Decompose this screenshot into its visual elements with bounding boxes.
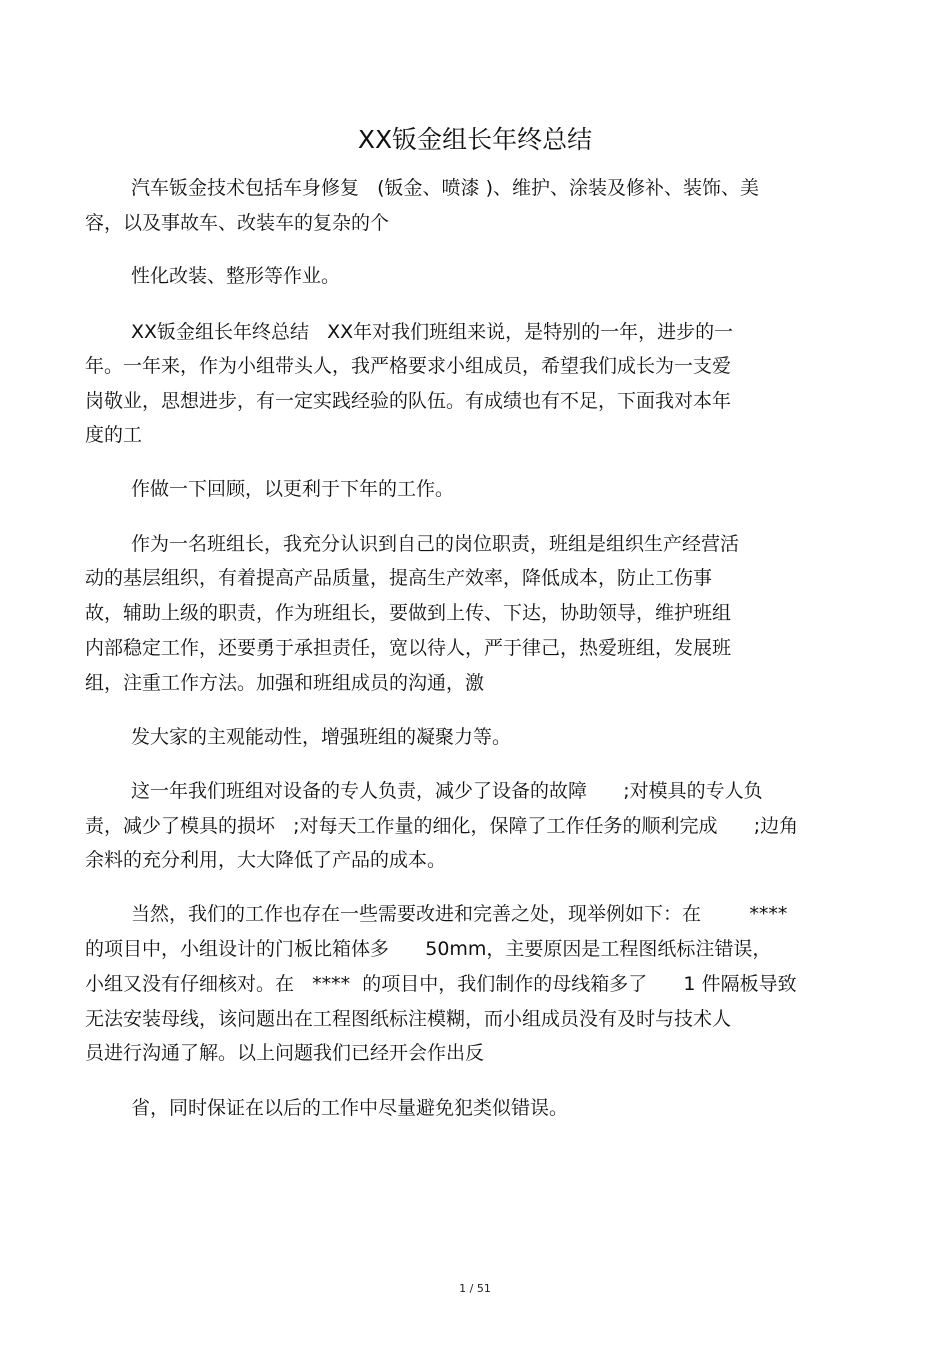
paragraph-line: 的项目中，小组设计的门板比箱体多 50mm，主要原因是工程图纸标注错误， (85, 938, 772, 960)
paragraph-line: 责，减少了模具的损坏 ;对每天工作量的细化，保障了工作任务的顺利完成 ;边角 (85, 815, 799, 837)
paragraph-line: 性化改装、整形等作业。 (131, 265, 341, 287)
paragraph-line: 小组又没有仔细核对。在 **** 的项目中，我们制作的母线箱多了 1 件隔板导致 (85, 973, 797, 995)
paragraph-line: 内部稳定工作，还要勇于承担责任，宽以待人，严于律己，热爱班组，发展班 (85, 637, 732, 659)
paragraph-line: 这一年我们班组对设备的专人负责，减少了设备的故障 ;对模具的专人负 (131, 780, 763, 802)
paragraph-line: 岗敬业，思想进步，有一定实践经验的队伍。有成绩也有不足，下面我对本年 (85, 390, 732, 412)
paragraph-line: 员进行沟通了解。以上问题我们已经开会作出反 (85, 1042, 485, 1064)
paragraph-line: 组，注重工作方法。加强和班组成员的沟通，激 (85, 672, 485, 694)
page-number: 1 / 51 (459, 1282, 491, 1295)
paragraph-line: 作为一名班组长，我充分认识到自己的岗位职责，班组是组织生产经营活 (131, 533, 740, 555)
document-title: XX钣金组长年终总结 (357, 125, 593, 154)
paragraph-line: 省，同时保证在以后的工作中尽量避免犯类似错误。 (131, 1097, 569, 1119)
paragraph-line: XX钣金组长年终总结 XX年对我们班组来说，是特别的一年，进步的一 (131, 321, 734, 343)
paragraph-line: 当然，我们的工作也存在一些需要改进和完善之处，现举例如下：在 **** (131, 903, 788, 925)
paragraph-line: 余料的充分利用，大大降低了产品的成本。 (85, 849, 447, 871)
paragraph-line: 故，辅助上级的职责，作为班组长，要做到上传、下达，协助领导，维护班组 (85, 602, 732, 624)
paragraph-line: 发大家的主观能动性，增强班组的凝聚力等。 (131, 726, 512, 748)
paragraph-line: 容，以及事故车、改装车的复杂的个 (85, 212, 390, 234)
paragraph-line: 度的工 (85, 424, 143, 446)
paragraph-line: 作做一下回顾，以更利于下年的工作。 (131, 478, 455, 500)
paragraph-line: 年。一年来，作为小组带头人，我严格要求小组成员，希望我们成长为一支爱 (85, 355, 732, 377)
paragraph-line: 动的基层组织，有着提高产品质量，提高生产效率，降低成本，防止工伤事 (85, 567, 713, 589)
paragraph-line: 汽车钣金技术包括车身修复 (钣金、喷漆 )、维护、涂装及修补、装饰、美 (131, 177, 759, 199)
paragraph-line: 无法安装母线，该问题出在工程图纸标注模糊，而小组成员没有及时与技术人 (85, 1008, 732, 1030)
